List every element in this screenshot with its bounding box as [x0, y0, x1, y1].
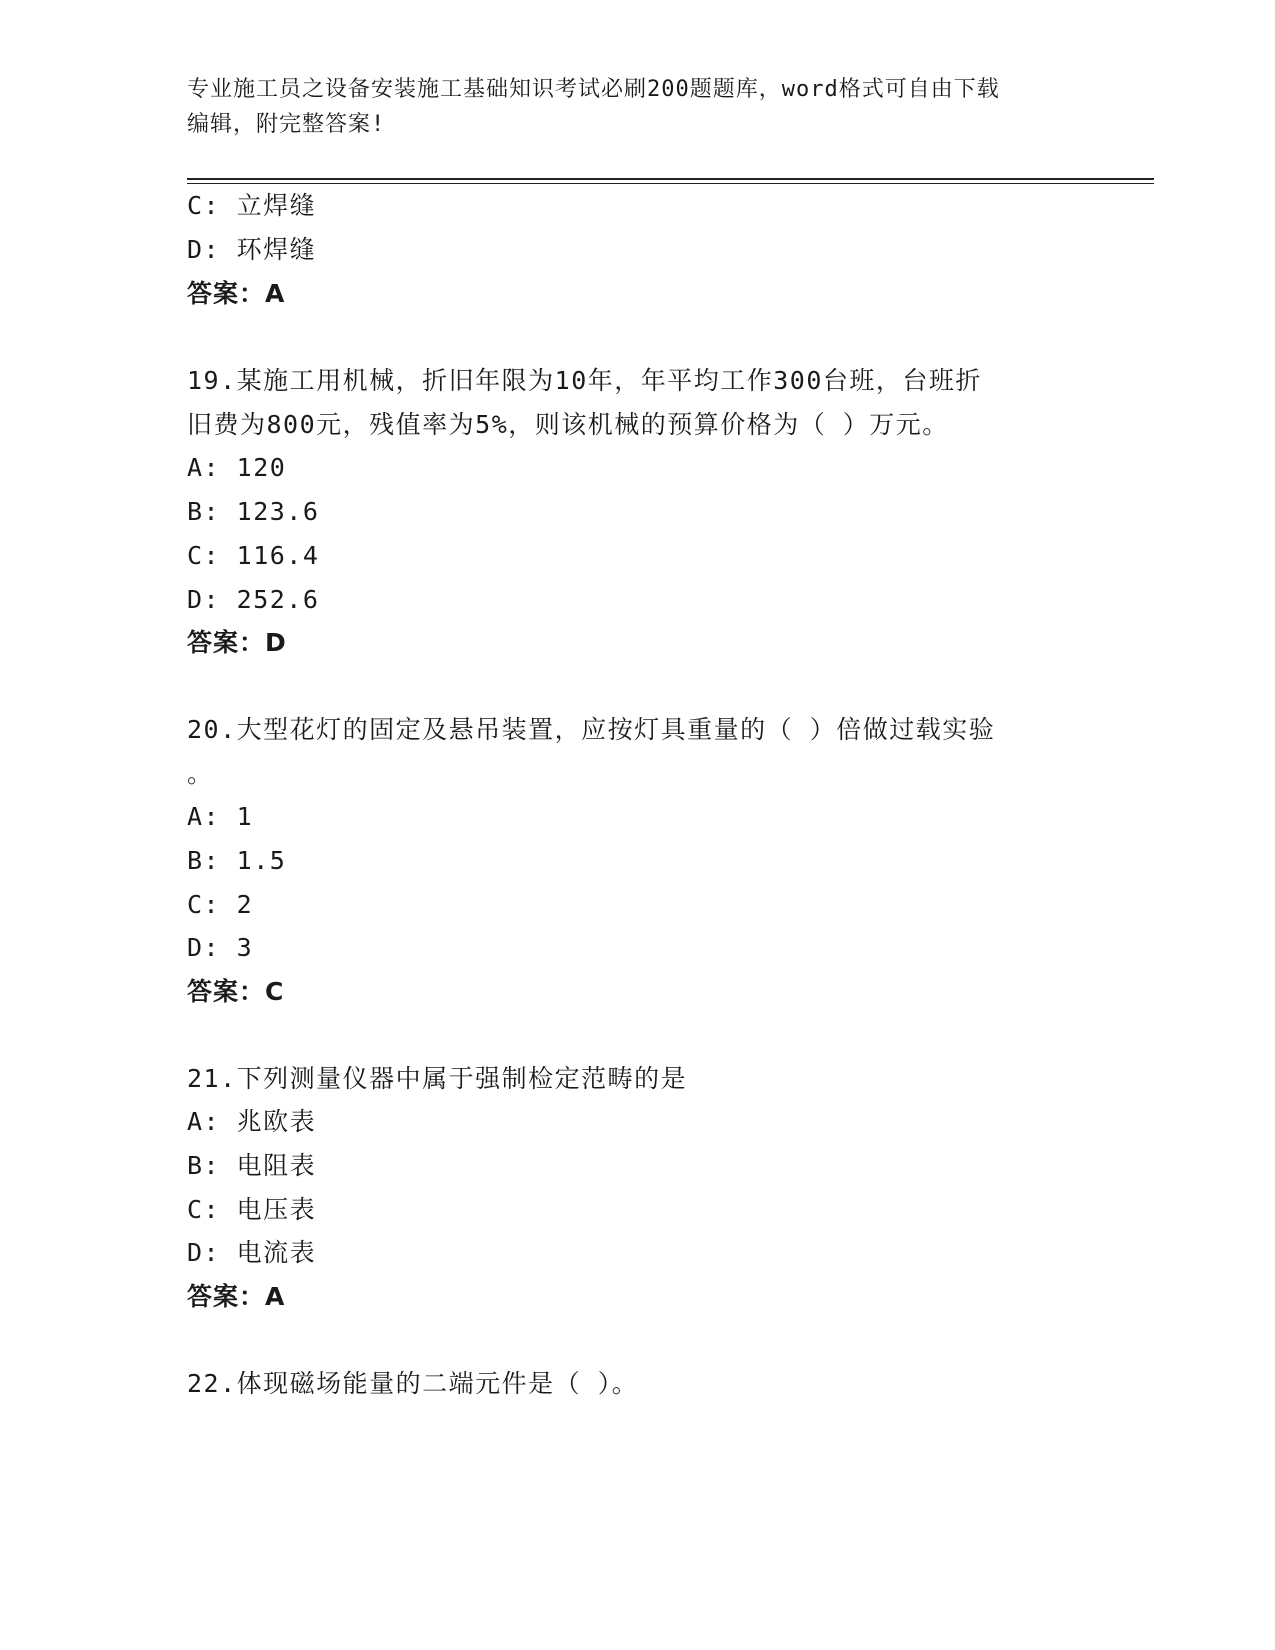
q19-answer: 答案：D [187, 628, 287, 657]
document-header [187, 72, 1067, 142]
q21-option-b: B: 电阻表 [187, 1151, 317, 1180]
q21-option-d: D: 电流表 [187, 1238, 317, 1267]
header-line-2: 编辑，附完整答案! [187, 112, 386, 137]
q20-option-b: B: 1.5 [187, 846, 287, 875]
q22-stem-line-1: 22.体现磁场能量的二端元件是（ ）。 [187, 1369, 639, 1398]
q19-option-d: D: 252.6 [187, 585, 320, 614]
q19-stem-line-1: 19.某施工用机械，折旧年限为10年，年平均工作300台班，台班折 [187, 366, 982, 395]
q20-option-a: A: 1 [187, 802, 254, 831]
q20-answer: 答案：C [187, 977, 285, 1006]
q21-stem-line-1: 21.下列测量仪器中属于强制检定范畴的是 [187, 1064, 688, 1093]
q18-answer: 答案：A [187, 279, 286, 308]
header-line-1: 专业施工员之设备安装施工基础知识考试必刷200题题库，word格式可自由下载 [187, 77, 1000, 102]
q18-option-c: C: 立焊缝 [187, 191, 317, 220]
header-rule-thin [187, 183, 1154, 184]
q19-option-b: B: 123.6 [187, 497, 320, 526]
q19-option-c: C: 116.4 [187, 541, 320, 570]
header-rule-thick [187, 178, 1154, 180]
q18-option-d: D: 环焊缝 [187, 235, 317, 264]
q19-option-a: A: 120 [187, 453, 287, 482]
q20-option-d: D: 3 [187, 933, 254, 962]
q19-stem-line-2: 旧费为800元，残值率为5%，则该机械的预算价格为（ ）万元。 [187, 410, 949, 439]
q21-option-a: A: 兆欧表 [187, 1107, 317, 1136]
q20-option-c: C: 2 [187, 890, 254, 919]
q21-answer: 答案：A [187, 1282, 286, 1311]
q20-stem-line-1: 20.大型花灯的固定及悬吊装置，应按灯具重量的（ ）倍做过载实验 [187, 715, 996, 744]
q21-option-c: C: 电压表 [187, 1195, 317, 1224]
q20-stem-line-2: 。 [187, 759, 214, 788]
